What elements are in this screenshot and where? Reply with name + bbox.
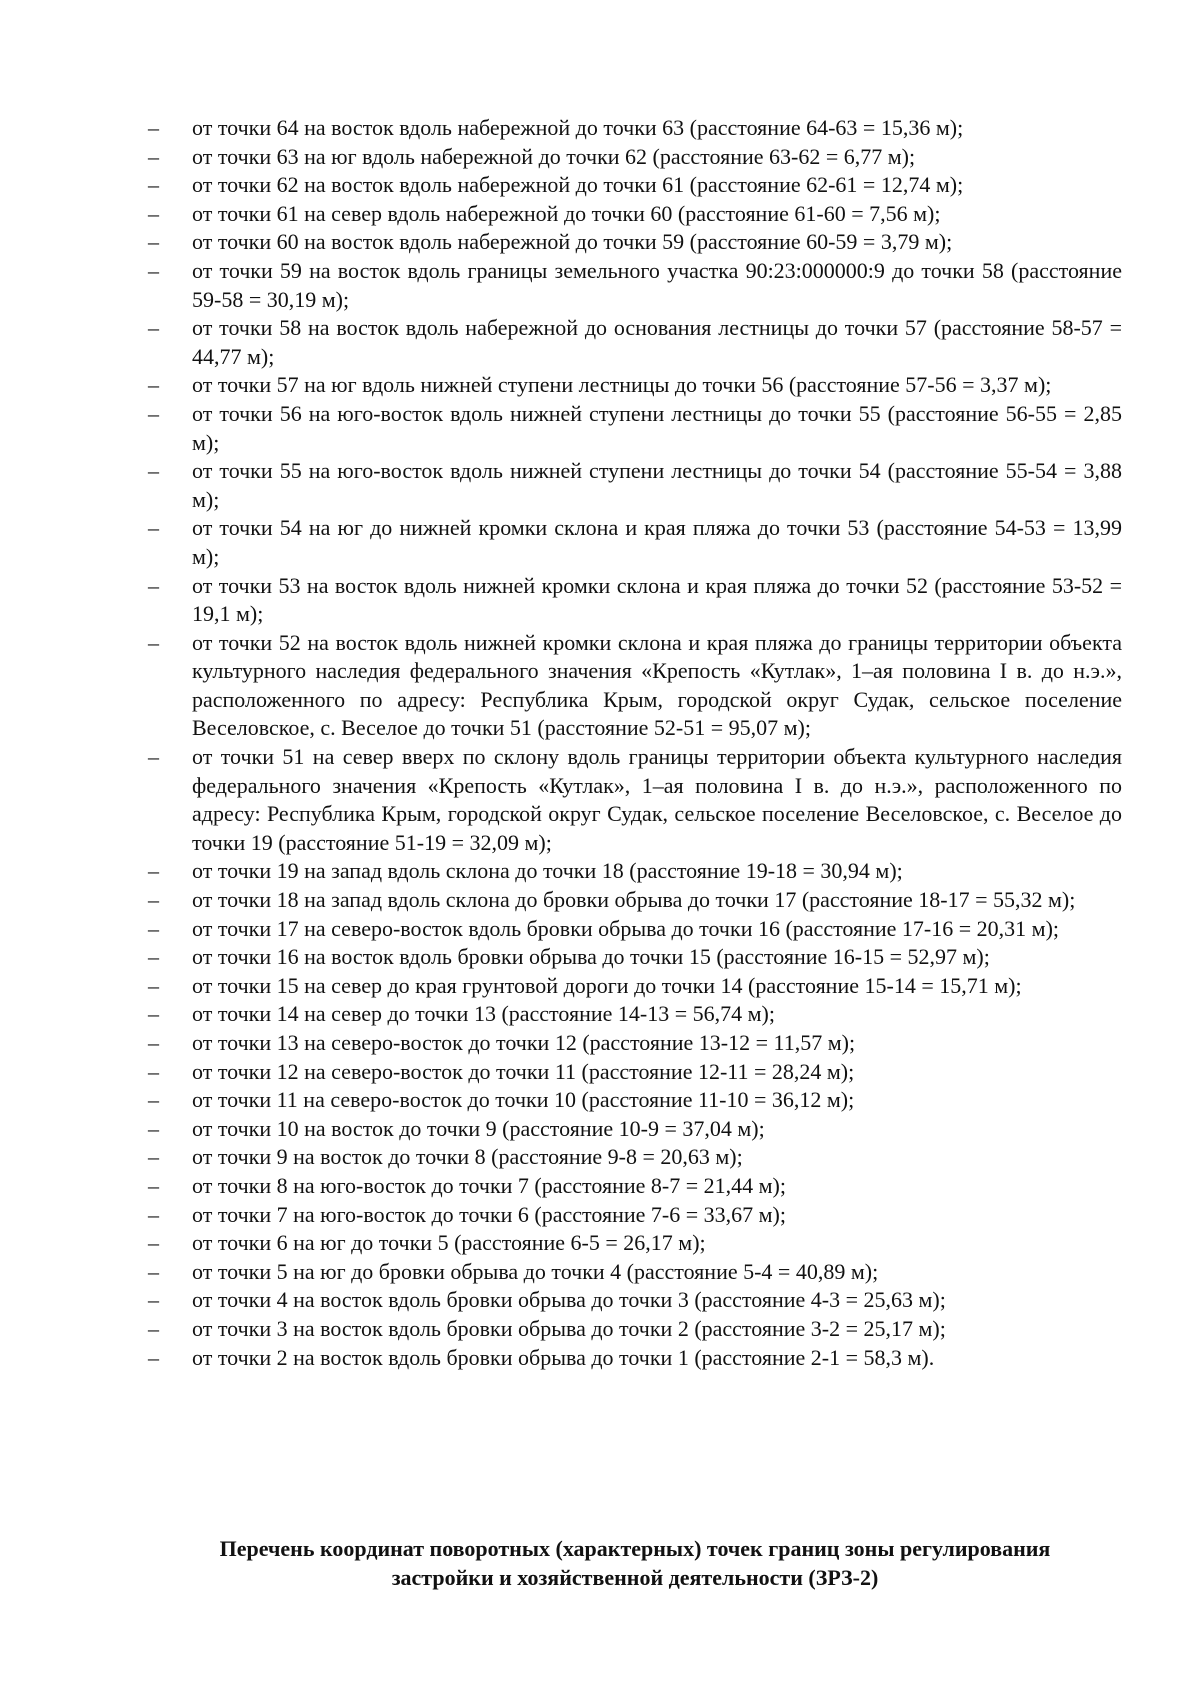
list-item-text: от точки 19 на запад вдоль склона до точки 18 (расстояние 19-18 = 30,94 м); bbox=[192, 858, 903, 884]
list-item-text: от точки 5 на юг до бровки обрыва до точки 4 (расстояние 5-4 = 40,89 м); bbox=[192, 1258, 879, 1284]
list-dash: – bbox=[148, 1344, 159, 1370]
list-item-text: от точки 16 на восток вдоль бровки обрыва до точки 15 (расстояние 16-15 = 52,97 м); bbox=[192, 944, 990, 970]
list-dash: – bbox=[148, 887, 159, 913]
list-dash: – bbox=[148, 115, 159, 140]
list-item bbox=[148, 1286, 1122, 1315]
list-item-text: от точки 62 на восток вдоль набережной до точки 61 (расстояние 62-61 = 12,74 м); bbox=[192, 172, 964, 198]
list-dash: – bbox=[148, 972, 159, 998]
list-item-text: от точки 3 на восток вдоль бровки обрыва до точки 2 (расстояние 3-2 = 25,17 м); bbox=[192, 1315, 946, 1341]
list-dash: – bbox=[148, 458, 159, 484]
list-item-text: от точки 63 на юг вдоль набережной до точки 62 (расстояние 63-62 = 6,77 м); bbox=[192, 143, 916, 169]
list-item bbox=[148, 1086, 1122, 1115]
list-dash: – bbox=[148, 1001, 159, 1027]
section-heading-line-1: Перечень координат поворотных (характерных) точек границ зоны регулирования bbox=[219, 1536, 1051, 1561]
list-item bbox=[148, 1029, 1122, 1058]
list-item-text: от точки 53 на восток вдоль нижней кромки склона и края пляжа до точки 52 (расстояние 53-52 = 19,1 м); bbox=[192, 572, 1122, 627]
list-dash: – bbox=[148, 1287, 159, 1313]
list-item-text: от точки 58 на восток вдоль набережной до основания лестницы до точки 57 (расстояние 58-57 = 44,77 м); bbox=[192, 315, 1122, 369]
list-item bbox=[148, 943, 1122, 972]
list-item bbox=[148, 743, 1122, 857]
list-item-text: от точки 2 на восток вдоль бровки обрыва до точки 1 (расстояние 2-1 = 58,3 м). bbox=[192, 1344, 935, 1370]
list-item-text: от точки 17 на северо-восток вдоль бровки обрыва до точки 16 (расстояние 17-16 = 20,31 м); bbox=[192, 915, 1060, 941]
list-item bbox=[148, 1115, 1122, 1144]
list-dash: – bbox=[148, 858, 159, 884]
list-dash: – bbox=[148, 400, 159, 426]
list-dash: – bbox=[148, 944, 159, 970]
section-heading-line-2: застройки и хозяйственной деятельности (ЗРЗ-2) bbox=[391, 1565, 879, 1590]
section-heading bbox=[148, 1534, 1122, 1592]
list-item bbox=[148, 1344, 1122, 1373]
list-item bbox=[148, 171, 1122, 200]
list-item-text: от точки 57 на юг вдоль нижней ступени лестницы до точки 56 (расстояние 57-56 = 3,37 м); bbox=[192, 372, 1052, 398]
list-dash: – bbox=[148, 1230, 159, 1256]
list-item bbox=[148, 143, 1122, 172]
list-dash: – bbox=[148, 257, 159, 283]
list-dash: – bbox=[148, 744, 159, 770]
list-item-text: от точки 4 на восток вдоль бровки обрыва до точки 3 (расстояние 4-3 = 25,63 м); bbox=[192, 1287, 946, 1313]
list-item-text: от точки 14 на север до точки 13 (расстояние 14-13 = 56,74 м); bbox=[192, 1001, 775, 1027]
list-item-text: от точки 18 на запад вдоль склона до бровки обрыва до точки 17 (расстояние 18-17 = 55,32 м); bbox=[192, 887, 1076, 913]
list-item bbox=[148, 572, 1122, 629]
list-item bbox=[148, 1229, 1122, 1258]
list-item bbox=[148, 1058, 1122, 1087]
list-item-text: от точки 56 на юго-восток вдоль нижней ступени лестницы до точки 55 (расстояние 56-55 = 2,85 м); bbox=[192, 400, 1122, 455]
list-item-text: от точки 61 на север вдоль набережной до точки 60 (расстояние 61-60 = 7,56 м); bbox=[192, 200, 941, 226]
list-dash: – bbox=[148, 1058, 159, 1084]
list-dash: – bbox=[148, 229, 159, 255]
list-item bbox=[148, 1258, 1122, 1287]
list-item bbox=[148, 1000, 1122, 1029]
list-item-text: от точки 54 на юг до нижней кромки склона и края пляжа до точки 53 (расстояние 54-53 = 13,99 м); bbox=[192, 515, 1122, 569]
list-item bbox=[148, 1315, 1122, 1344]
list-item bbox=[148, 1172, 1122, 1201]
list-item-text: от точки 8 на юго-восток до точки 7 (расстояние 8-7 = 21,44 м); bbox=[192, 1172, 786, 1198]
list-item bbox=[148, 314, 1122, 371]
list-dash: – bbox=[148, 1115, 159, 1141]
list-item bbox=[148, 371, 1122, 400]
list-item bbox=[148, 257, 1122, 314]
list-dash: – bbox=[148, 1087, 159, 1113]
list-dash: – bbox=[148, 1258, 159, 1284]
list-dash: – bbox=[148, 1030, 159, 1055]
list-dash: – bbox=[148, 372, 159, 398]
list-item bbox=[148, 915, 1122, 944]
list-item-text: от точки 9 на восток до точки 8 (расстояние 9-8 = 20,63 м); bbox=[192, 1144, 743, 1170]
list-item-text: от точки 64 на восток вдоль набережной до точки 63 (расстояние 64-63 = 15,36 м); bbox=[192, 115, 964, 140]
list-dash: – bbox=[148, 1144, 159, 1170]
list-item-text: от точки 7 на юго-восток до точки 6 (расстояние 7-6 = 33,67 м); bbox=[192, 1201, 786, 1227]
list-dash: – bbox=[148, 172, 159, 198]
list-dash: – bbox=[148, 315, 159, 341]
list-item-text: от точки 59 на восток вдоль границы земельного участка 90:23:000000:9 до точки 58 (расстояние 59-58 = 30,19 м); bbox=[192, 257, 1122, 312]
list-item bbox=[148, 972, 1122, 1001]
list-item-text: от точки 55 на юго-восток вдоль нижней ступени лестницы до точки 54 (расстояние 55-54 = 3,88 м); bbox=[192, 458, 1122, 512]
list-dash: – bbox=[148, 572, 159, 598]
list-dash: – bbox=[148, 629, 159, 655]
list-item-text: от точки 51 на север вверх по склону вдоль границы территории объекта культурного наследия федерального значения «Крепость «Кутлак», 1–ая половина I в. до н.э.», расположенного по адресу: Республика Крым, городской округ Судак, сельское поселение Веселовское, с. Веселое до точки 19 (расстояние 51-19 = 32,09 м); bbox=[192, 744, 1122, 855]
list-dash: – bbox=[148, 1201, 159, 1227]
list-item bbox=[148, 857, 1122, 886]
list-item bbox=[148, 514, 1122, 571]
boundary-segment-list bbox=[148, 114, 1122, 1372]
list-dash: – bbox=[148, 200, 159, 226]
list-item bbox=[148, 400, 1122, 457]
list-item-text: от точки 12 на северо-восток до точки 11 (расстояние 12-11 = 28,24 м); bbox=[192, 1058, 855, 1084]
list-dash: – bbox=[148, 1315, 159, 1341]
list-item bbox=[148, 1201, 1122, 1230]
list-dash: – bbox=[148, 915, 159, 941]
list-item bbox=[148, 629, 1122, 743]
list-item bbox=[148, 114, 1122, 143]
list-item-text: от точки 10 на восток до точки 9 (расстояние 10-9 = 37,04 м); bbox=[192, 1115, 765, 1141]
list-item-text: от точки 60 на восток вдоль набережной до точки 59 (расстояние 60-59 = 3,79 м); bbox=[192, 229, 953, 255]
list-item-text: от точки 15 на север до края грунтовой дороги до точки 14 (расстояние 15-14 = 15,71 м); bbox=[192, 972, 1022, 998]
list-item-text: от точки 52 на восток вдоль нижней кромки склона и края пляжа до границы территории объекта культурного наследия федерального значения «Крепость «Кутлак», 1–ая половина I в. до н.э.», расположенного по адресу: Республика Крым, городской округ Судак, сельское поселение Веселовское, с. Веселое до точки 51 (расстояние 52-51 = 95,07 м); bbox=[192, 629, 1122, 741]
list-item-text: от точки 6 на юг до точки 5 (расстояние 6-5 = 26,17 м); bbox=[192, 1230, 706, 1256]
list-dash: – bbox=[148, 143, 159, 169]
list-item bbox=[148, 457, 1122, 514]
list-item bbox=[148, 886, 1122, 915]
list-item bbox=[148, 200, 1122, 229]
list-item bbox=[148, 228, 1122, 257]
list-item-text: от точки 13 на северо-восток до точки 12 (расстояние 13-12 = 11,57 м); bbox=[192, 1030, 856, 1055]
list-dash: – bbox=[148, 1172, 159, 1198]
list-item-text: от точки 11 на северо-восток до точки 10 (расстояние 11-10 = 36,12 м); bbox=[192, 1087, 855, 1113]
list-dash: – bbox=[148, 515, 159, 541]
list-item bbox=[148, 1143, 1122, 1172]
